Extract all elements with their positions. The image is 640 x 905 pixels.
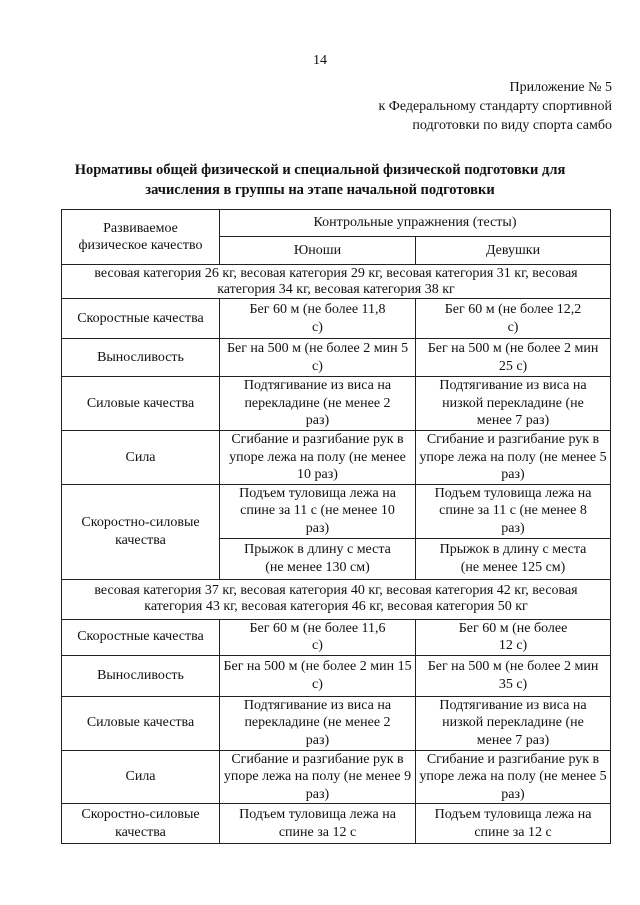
boys-cell: Подтягивание из виса на перекладине (не менее 2 раз) [220,377,416,431]
boys-cell: Бег 60 м (не более 11,6 с) [220,619,416,655]
table-row [62,619,611,655]
girls-cell: Подтягивание из виса на низкой перекладине (не менее 7 раз) [416,377,611,431]
document-title [40,160,600,200]
girls-cell: Сгибание и разгибание рук в упоре лежа на полу (не менее 5 раз) [416,431,611,485]
appendix-heading [378,78,612,135]
page-number: 14 [313,53,327,68]
quality-cell: Выносливость [62,655,220,696]
header-girls: Девушки [416,237,611,265]
girls-cell: Сгибание и разгибание рук в упоре лежа на полу (не менее 5 раз) [416,750,611,804]
title-line-2: зачисления в группы на этапе начальной подготовки [145,182,495,198]
table-row [62,484,611,538]
title-line-1: Нормативы общей физической и специальной физической подготовки для [74,162,566,178]
appendix-line-3: подготовки по виду спорта самбо [412,118,612,133]
weight-group-title: весовая категория 37 кг, весовая категория 40 кг, весовая категория 42 кг, весовая категория 43 кг, весовая категория 46 кг, весовая категория 50 кг [62,579,611,619]
table-row [62,696,611,750]
table-row [62,299,611,339]
boys-cell: Сгибание и разгибание рук в упоре лежа на полу (не менее 10 раз) [220,431,416,485]
boys-cell: Подтягивание из виса на перекладине (не менее 2 раз) [220,696,416,750]
table-row [62,431,611,485]
quality-cell: Скоростные качества [62,619,220,655]
table-row [62,750,611,804]
boys-cell: Прыжок в длину с места (не менее 130 см) [220,538,416,579]
girls-cell: Бег на 500 м (не более 2 мин 35 с) [416,655,611,696]
girls-cell: Прыжок в длину с места (не менее 125 см) [416,538,611,579]
girls-cell: Бег 60 м (не более 12,2 с) [416,299,611,339]
group-row [62,579,611,619]
table-row [62,804,611,844]
quality-cell: Выносливость [62,339,220,377]
table-row [62,339,611,377]
header-quality: Развиваемое физическое качество [62,210,220,265]
boys-cell: Подъем туловища лежа на спине за 11 с (не менее 10 раз) [220,484,416,538]
table-header-row [62,210,611,237]
quality-cell: Скоростно-силовые качества [62,804,220,844]
header-boys: Юноши [220,237,416,265]
boys-cell: Подъем туловища лежа на спине за 12 с [220,804,416,844]
boys-cell: Бег на 500 м (не более 2 мин 5 с) [220,339,416,377]
girls-cell: Подъем туловища лежа на спине за 11 с (не менее 8 раз) [416,484,611,538]
quality-cell: Скоростно-силовые качества [62,484,220,579]
girls-cell: Подъем туловища лежа на спине за 12 с [416,804,611,844]
girls-cell: Бег 60 м (не более 12 с) [416,619,611,655]
girls-cell: Бег на 500 м (не более 2 мин 25 с) [416,339,611,377]
quality-cell: Сила [62,750,220,804]
quality-cell: Сила [62,431,220,485]
standards-table [61,209,611,844]
appendix-line-1: Приложение № 5 [509,80,612,95]
header-tests: Контрольные упражнения (тесты) [220,210,611,237]
weight-group-title: весовая категория 26 кг, весовая категория 29 кг, весовая категория 31 кг, весовая категория 34 кг, весовая категория 38 кг [62,265,611,299]
quality-cell: Скоростные качества [62,299,220,339]
table-row [62,377,611,431]
quality-cell: Силовые качества [62,377,220,431]
group-row [62,265,611,299]
appendix-line-2: к Федеральному стандарту спортивной [378,99,612,114]
girls-cell: Подтягивание из виса на низкой перекладине (не менее 7 раз) [416,696,611,750]
table-row [62,655,611,696]
boys-cell: Бег на 500 м (не более 2 мин 15 с) [220,655,416,696]
boys-cell: Сгибание и разгибание рук в упоре лежа на полу (не менее 9 раз) [220,750,416,804]
boys-cell: Бег 60 м (не более 11,8 с) [220,299,416,339]
quality-cell: Силовые качества [62,696,220,750]
